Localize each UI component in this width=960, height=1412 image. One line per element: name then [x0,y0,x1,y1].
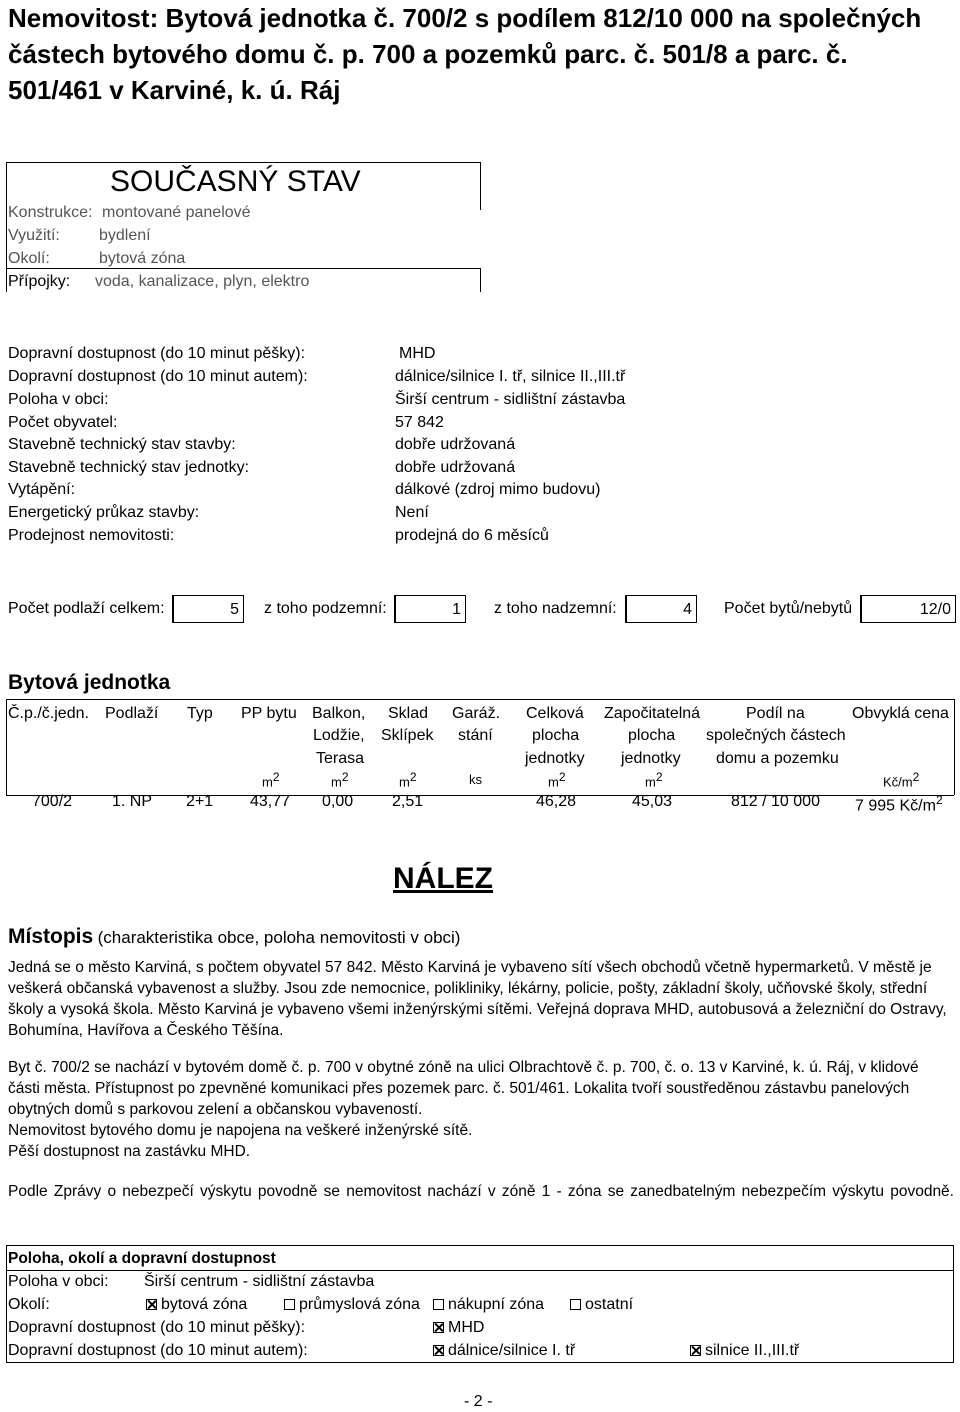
info-value-location: Širší centrum - sidlištní zástavba [395,391,626,408]
option-shopping-zone[interactable]: nákupní zóna [433,1296,544,1314]
paragraph-flood: Podle Zprávy o nebezpečí výskytu povodně se nemovitost nachází v zóně 1 - zóna se zanedbatelným nebezpečím výskytu povodně. [8,1183,954,1200]
info-label-building-state: Stavebně technický stav stavby: [8,436,236,453]
col-cp: Č.p./č.jedn. [8,705,89,722]
option-industrial-zone[interactable]: průmyslová zóna [284,1296,420,1314]
page-title: Nemovitost: Bytová jednotka č. 700/2 s podílem 812/10 000 na společných částech bytového domu č. p. 700 a pozemků parc. č. 501/8 a parc. č. 501/461 v Karviné, k. ú. Ráj [8,3,922,105]
cell-total-area: 46,28 [536,793,577,810]
construction-label: Konstrukce: [8,204,93,221]
location-description-heading: Místopis (charakteristika obce, poloha nemovitosti v obci) [8,925,461,948]
unit-m2-total: $m^2$ [548,770,566,790]
col-floor: Podlaží [105,705,159,722]
checked-box-icon [690,1345,701,1356]
col-counted-area-2: plocha [628,727,676,744]
floors-under-label: z toho podzemní: [264,600,387,617]
col-storage-2: Sklípek [381,727,434,744]
floors-under-value: 1 [394,595,466,623]
col-price: Obvyklá cena [852,705,949,722]
findings-heading: NÁLEZ [393,862,493,895]
unit-ks: ks [469,772,482,787]
info-value-building-state: dobře udržovaná [395,436,516,453]
cell-area: 43,77 [250,793,291,810]
checked-box-icon [433,1322,444,1333]
connections-label: Přípojky: [8,273,71,290]
floors-total-value: 5 [172,595,244,623]
polbox-walk-label: Dopravní dostupnost (do 10 minut pěšky): [8,1319,306,1336]
col-counted-area: Započitatelná [604,705,701,722]
col-balcony-2: Lodžie, [313,727,365,744]
col-area: PP bytu [241,705,297,722]
paragraph-city: Jedná se o město Karviná, s počtem obyvatel 57 842. Město Karviná je vybaveno sítí všech obchodů včetně hypermarketů. V městě je veškerá občanská vybavenost a služby. Jsou zde nemocnice, polikliniky, lékárny, policie, pošty, základní školy, učňovské školy, střední školy a vysoká škola. Město Karviná je vybaveno všemi inženýrskými sítěmi. Veřejná doprava MHD, autobusová a železniční do Ostravy, Bohumína, Havířova a Českého Těšína. [8,959,947,1039]
option-other[interactable]: ostatní [570,1296,633,1314]
info-label-heating: Vytápění: [8,481,76,498]
usage-value: bydlení [99,227,151,244]
floors-above-value: 4 [625,595,697,623]
col-total-area: Celková [526,705,584,722]
cell-share: 812 / 10 000 [731,793,820,810]
option-roads[interactable]: silnice II.,III.tř [690,1342,799,1360]
cell-storage: 2,51 [392,793,424,810]
floors-above-label: z toho nadzemní: [494,600,617,617]
info-label-population: Počet obyvatel: [8,414,118,431]
info-value-population: 57 842 [395,414,444,431]
polbox-surroundings-label: Okolí: [8,1296,50,1313]
info-label-saleability: Prodejnost nemovitosti: [8,527,175,544]
surroundings-label: Okolí: [8,250,50,267]
col-garage-2: stání [458,727,493,744]
unit-heading: Bytová jednotka [8,671,171,694]
current-state-heading: SOUČASNÝ STAV [110,165,361,198]
col-share-3: domu a pozemku [716,750,839,767]
cell-cp: 700/2 [32,793,73,810]
checked-box-icon [146,1299,157,1310]
cell-balcony: 0,00 [322,793,354,810]
info-value-energy: Není [395,504,429,521]
cell-counted-area: 45,03 [632,793,673,810]
info-value-unit-state: dobře udržovaná [395,459,516,476]
usage-label: Využití: [8,227,60,244]
info-label-unit-state: Stavebně technický stav jednotky: [8,459,250,476]
unit-m2-storage: $m^2$ [399,770,417,790]
checked-box-icon [433,1345,444,1356]
construction-value: montované panelové [102,204,251,221]
info-value-walk: MHD [399,345,436,362]
paragraph-utilities: Nemovitost bytového domu je napojena na veškeré inženýrské sítě. [8,1122,473,1139]
col-share-2: společných částech [706,727,846,744]
cell-type: 2+1 [186,793,214,810]
unchecked-box-icon [433,1299,444,1310]
col-share: Podíl na [746,705,805,722]
connections-value: voda, kanalizace, plyn, elektro [95,273,310,290]
unchecked-box-icon [284,1299,295,1310]
col-type: Typ [187,705,213,722]
unchecked-box-icon [570,1299,581,1310]
cell-price: 7 995 $Kč/m^2$ [855,793,943,815]
location-box-divider [6,1270,954,1271]
info-value-heating: dálkové (zdroj mimo budovu) [395,481,601,498]
location-box-heading: Poloha, okolí a dopravní dostupnost [8,1250,276,1267]
info-label-car: Dopravní dostupnost (do 10 minut autem): [8,368,308,385]
unit-m2-counted: $m^2$ [645,770,663,790]
col-balcony: Balkon, [312,705,366,722]
col-balcony-3: Terasa [316,750,365,767]
info-label-energy: Energetický průkaz stavby: [8,504,200,521]
unit-czk-m2: $Kč/m^2$ [883,770,920,790]
floors-total-label: Počet podlaží celkem: [8,600,165,617]
option-residential-zone[interactable]: bytová zóna [146,1296,247,1314]
units-count-label: Počet bytů/nebytů [724,600,853,617]
col-total-area-2: plocha [532,727,580,744]
option-highway[interactable]: dálnice/silnice I. tř [433,1342,575,1360]
polbox-car-label: Dopravní dostupnost (do 10 minut autem): [8,1342,308,1359]
unit-m2-area: $m^2$ [262,770,280,790]
polbox-location-value: Širší centrum - sidlištní zástavba [144,1273,375,1290]
info-value-saleability: prodejná do 6 měsíců [395,527,549,544]
unit-m2-balcony: $m^2$ [331,770,349,790]
info-value-car: dálnice/silnice I. tř, silnice II.,III.tř [395,368,626,385]
col-storage: Sklad [388,705,429,722]
polbox-location-label: Poloha v obci: [8,1273,109,1290]
info-label-walk: Dopravní dostupnost (do 10 minut pěšky): [8,345,306,362]
col-counted-area-3: jednotky [621,750,681,767]
paragraph-transport: Pěší dostupnost na zastávku MHD. [8,1143,251,1160]
surroundings-value: bytová zóna [99,250,186,267]
col-garage: Garáž. [452,705,501,722]
col-total-area-3: jednotky [525,750,585,767]
page-number: - 2 - [464,1393,493,1410]
paragraph-flat: Byt č. 700/2 se nachází v bytovém domě č. p. 700 v obytné zóně na ulici Olbrachtově č. p. 700, č. o. 13 v Karviné, k. ú. Ráj, v klidové části města. Přístupnost po zpevněné komunikaci přes pozemek parc. č. 501/461. Lokalita tvoří soustředěnou zástavbu panelových obytných domů s parkovou zelení a občanskou vybaveností. [8,1059,919,1118]
option-mhd[interactable]: MHD [433,1319,484,1337]
info-label-location: Poloha v obci: [8,391,109,408]
units-count-value: 12/0 [860,595,956,623]
cell-floor: 1. NP [112,793,153,810]
